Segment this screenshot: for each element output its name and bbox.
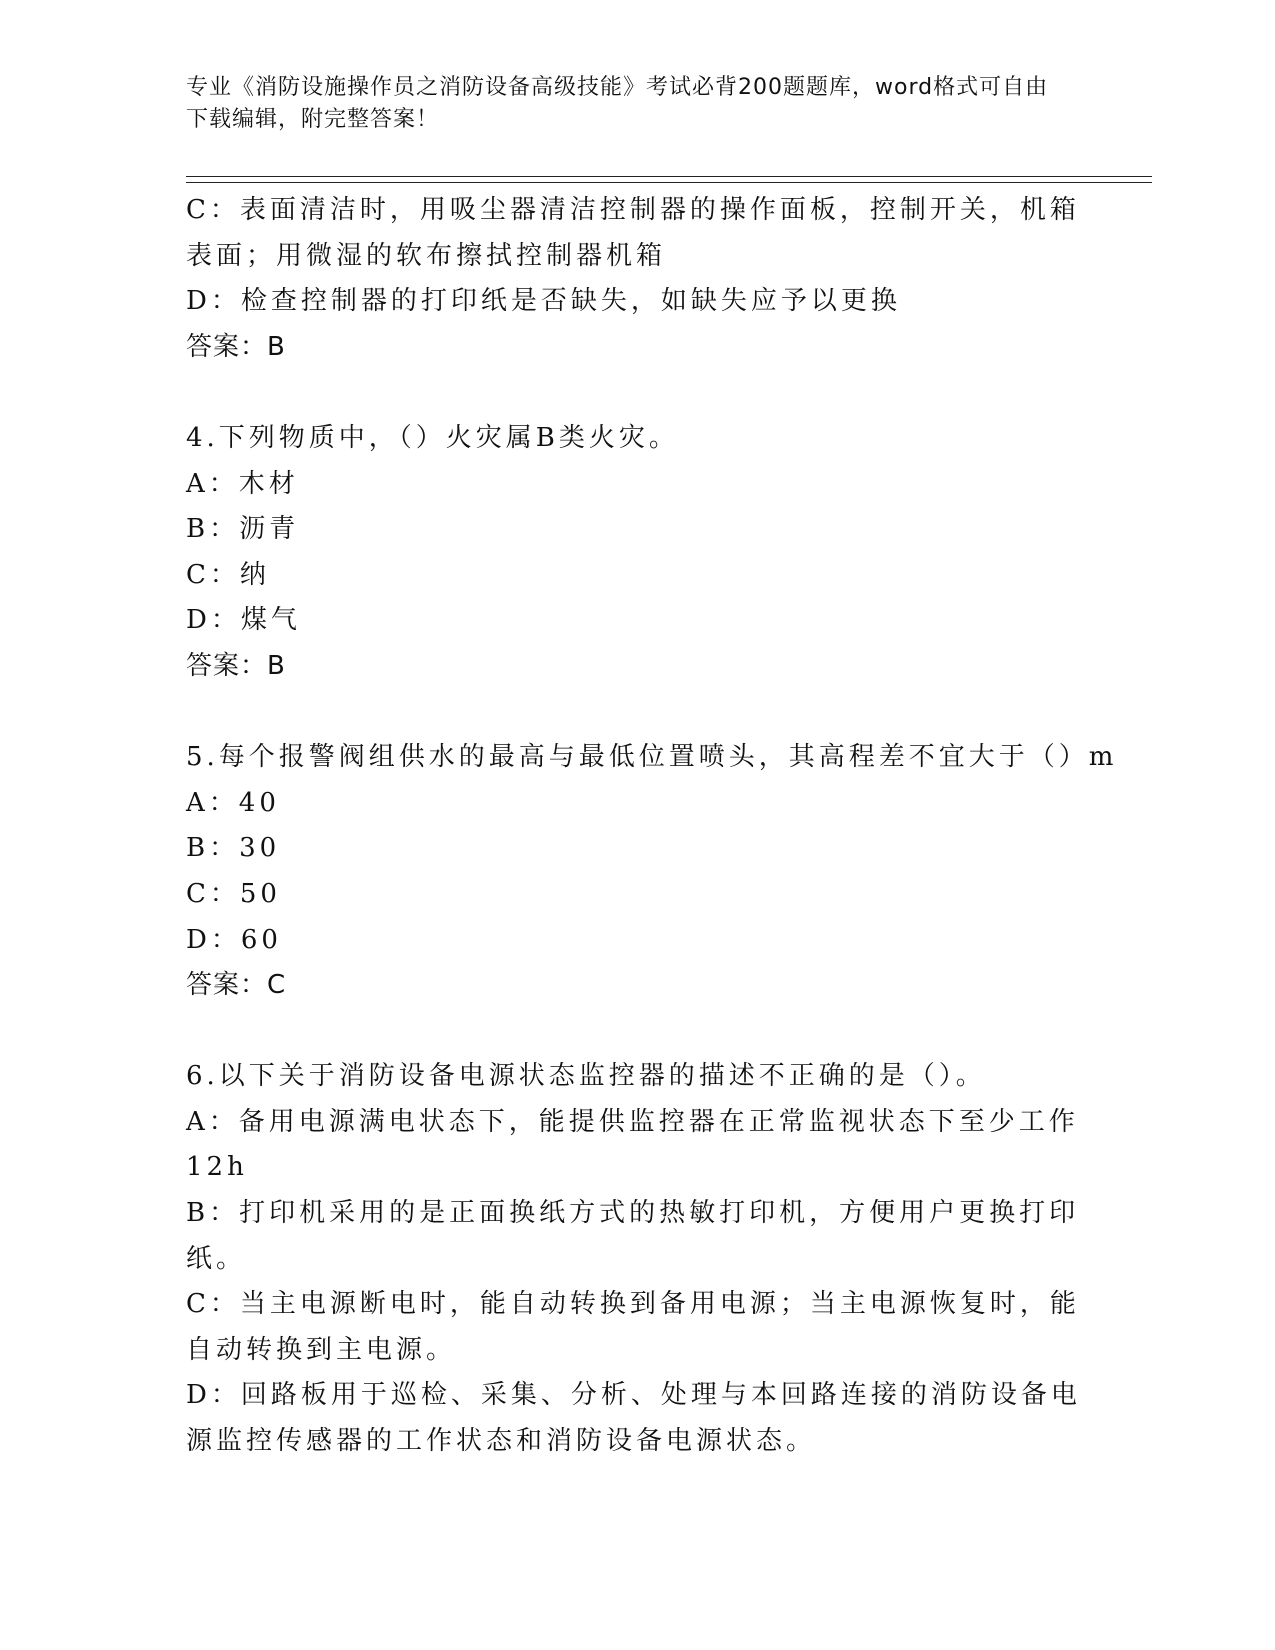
q3-option-c: C：表面清洁时，用吸尘器清洁控制器的操作面板，控制开关，机箱表面；用微湿的软布擦拭控制器机箱 bbox=[186, 195, 1080, 271]
header-rule-top bbox=[186, 176, 1152, 177]
q5-option-c: C：50 bbox=[186, 878, 281, 909]
q5-option-b: B：30 bbox=[186, 833, 281, 864]
header-rule-bottom bbox=[186, 182, 1152, 183]
q4-option-d: D：煤气 bbox=[186, 605, 301, 636]
q6-option-d: D：回路板用于巡检、采集、分析、处理与本回路连接的消防设备电源监控传感器的工作状态和消防设备电源状态。 bbox=[186, 1380, 1081, 1457]
q5-answer: 答案：C bbox=[186, 970, 287, 1001]
q5-option-a: A：40 bbox=[186, 787, 280, 818]
spacer bbox=[186, 690, 1086, 736]
question-content bbox=[186, 188, 1118, 1465]
q6-stem: 6.以下关于消防设备电源状态监控器的描述不正确的是（）。 bbox=[186, 1061, 986, 1092]
q5-stem: 5.每个报警阀组供水的最高与最低位置喷头，其高程差不宜大于（）m bbox=[186, 742, 1118, 773]
q4-answer: 答案：B bbox=[186, 650, 286, 681]
q6-option-a: A：备用电源满电状态下，能提供监控器在正常监视状态下至少工作12h bbox=[186, 1106, 1079, 1183]
q5-option-d: D：60 bbox=[186, 924, 282, 955]
spacer bbox=[186, 370, 1086, 416]
q4-option-c: C：纳 bbox=[186, 559, 270, 590]
q3-answer: 答案：B bbox=[186, 331, 286, 362]
spacer bbox=[186, 1009, 1086, 1055]
document-header: 专业《消防设施操作员之消防设备高级技能》考试必背200题题库，word格式可自由下载编辑，附完整答案！ bbox=[186, 75, 1049, 132]
q3-option-d: D：检查控制器的打印纸是否缺失，如缺失应予以更换 bbox=[186, 286, 901, 317]
q6-option-c: C：当主电源断电时，能自动转换到备用电源；当主电源恢复时，能自动转换到主电源。 bbox=[186, 1289, 1080, 1365]
q4-option-a: A：木材 bbox=[186, 468, 299, 499]
q4-stem: 4.下列物质中，（）火灾属B类火灾。 bbox=[186, 422, 679, 453]
q6-option-b: B：打印机采用的是正面换纸方式的热敏打印机，方便用户更换打印纸。 bbox=[186, 1198, 1080, 1274]
q4-option-b: B：沥青 bbox=[186, 514, 300, 545]
